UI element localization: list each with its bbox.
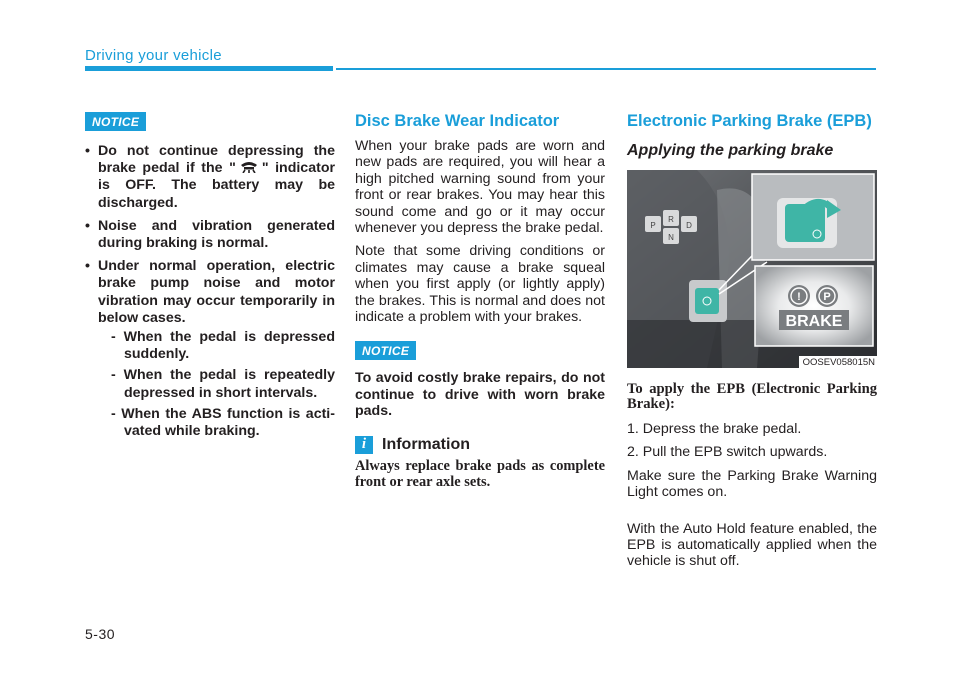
notice-badge: NOTICE [85,112,146,131]
list-item [85,143,335,212]
bullet1-pre: Do not continue depressing the brake pedal if the " [98,143,335,177]
list-item: • Noise and vibration generated during braking is normal. [85,218,335,252]
bullet1-post: " indicator is OFF. The battery may be discharged. [98,160,336,211]
apply-epb-heading: To apply the EPB (Electronic Parking Brake): [627,381,877,412]
notice-list [85,143,335,440]
brake-pedal-icon [238,160,260,173]
epb-heading: Electronic Parking Brake (EPB) [627,112,872,130]
epb-para1: Make sure the Parking Brake Warning Light comes on. [627,467,877,501]
column-left [85,112,335,446]
column-right [627,112,877,577]
parking-brake-warning-light [755,266,873,346]
warning-p: P [823,291,831,303]
gear-label: R [668,215,674,224]
header-rule-thick [85,66,333,71]
notice-badge: NOTICE [355,341,416,360]
figure-code: OOSEV058015N [799,356,877,368]
epb-figure [627,170,877,368]
warning-brake-text: BRAKE [785,313,843,330]
gear-label: P [650,221,656,230]
information-header [355,436,605,454]
sub-list-item: - When the pedal is repeatedly depressed in short intervals. [111,367,335,401]
sub-list-item: - When the ABS function is activated while braking. [111,405,335,440]
step-2: 2. Pull the EPB switch upwards. [627,444,828,461]
applying-subheading: Applying the parking brake [627,142,834,159]
information-label: Information [382,435,470,453]
info-icon: i [355,436,373,454]
information-text: Always replace brake pads as complete front or rear axle sets. [355,457,605,490]
disc-brake-heading: Disc Brake Wear Indicator [355,112,560,130]
gear-label: N [668,233,674,242]
epb-para2: With the Auto Hold feature enabled, the EPB is automatically applied when the vehicle is shut off. [627,520,877,570]
epb-console-illustration [627,170,877,368]
header-rule-thin [336,68,876,70]
sub-list-item: - When the pedal is depressed suddenly. [111,329,335,363]
warning-excl: ! [797,291,801,303]
notice-text: To avoid costly brake repairs, do not continue to drive with worn brake pads. [355,370,605,420]
disc-brake-para2: Note that some driving conditions or climates may cause a brake squeal when you first apply (or lightly apply) the brakes. This is normal and does not indicate a problem with your brakes. [355,243,605,326]
bullet3-text: Under normal operation, electric brake pump noise and motor vibration may occur temporarily in below cases. [98,258,335,326]
gear-label: D [686,221,692,230]
column-middle [355,112,605,490]
page-number: 5-30 [85,626,116,642]
step-1: 1. Depress the brake pedal. [627,421,802,437]
list-item [85,258,335,440]
sub-list [98,329,335,440]
disc-brake-para1: When your brake pads are worn and new pads are required, you will hear a high pitched warning sound from your front or rear brakes. You may hear this sound come and go or it may occur whenever you depress the brake pedal. [355,138,605,237]
epb-switch [695,288,719,314]
section-title: Driving your vehicle [85,47,222,64]
